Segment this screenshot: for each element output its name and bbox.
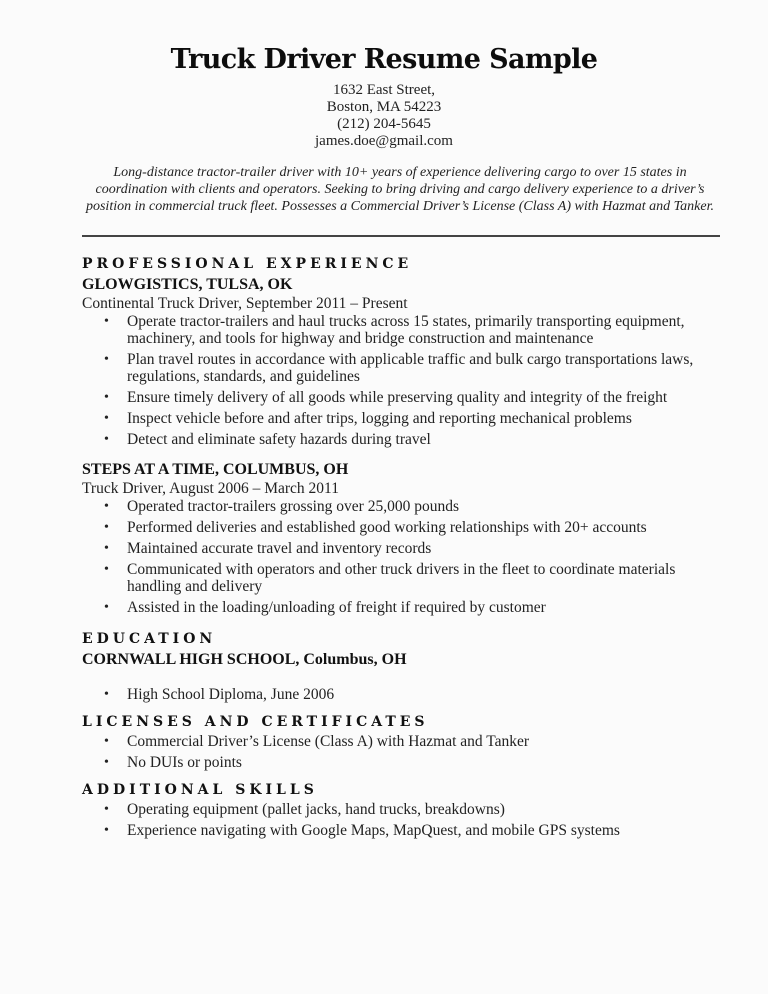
list-item bbox=[82, 498, 722, 515]
job-entry bbox=[82, 460, 722, 616]
section-heading: LICENSES AND CERTIFICATES bbox=[82, 714, 429, 730]
job-bullets bbox=[82, 313, 722, 448]
list-item bbox=[82, 599, 722, 616]
skills-bullets bbox=[82, 801, 722, 839]
section-education bbox=[82, 628, 722, 703]
section-licenses bbox=[82, 711, 722, 771]
summary-paragraph: Long-distance tractor-trailer driver with 10+ years of experience delivering cargo to over 15 states in coordination with clients and operators. Seeking to bring driving and cargo delivery experience to a driver’s position in commercial truck fleet. Possesses a Commercial Driver’s License (Class A) with Hazmat and Tanker. bbox=[85, 165, 715, 214]
section-additional-skills bbox=[82, 779, 722, 839]
list-item-text: Ensure timely delivery of all goods while preserving quality and integrity of the freight bbox=[127, 389, 668, 406]
bullet-icon: • bbox=[104, 734, 109, 749]
list-item bbox=[82, 540, 722, 557]
employer-name: STEPS AT A TIME, COLUMBUS, OH bbox=[82, 461, 349, 478]
list-item-text: Plan travel routes in accordance with applicable traffic and bulk cargo transportations laws, regulations, standards, and guidelines bbox=[127, 351, 694, 385]
bullet-icon: • bbox=[104, 314, 109, 329]
contact-city: Boston, MA 54223 bbox=[326, 99, 442, 115]
list-item bbox=[82, 410, 722, 427]
list-item bbox=[82, 561, 722, 595]
section-heading: EDUCATION bbox=[82, 631, 217, 647]
list-item bbox=[82, 686, 722, 703]
bullet-icon: • bbox=[104, 411, 109, 426]
section-heading: ADDITIONAL SKILLS bbox=[82, 782, 318, 798]
education-bullets bbox=[82, 686, 722, 703]
section-heading: PROFESSIONAL EXPERIENCE bbox=[82, 256, 413, 272]
bullet-icon: • bbox=[104, 432, 109, 447]
bullet-icon: • bbox=[104, 802, 109, 817]
employer-name: GLOWGISTICS, TULSA, OK bbox=[82, 276, 293, 293]
list-item bbox=[82, 389, 722, 406]
list-item bbox=[82, 822, 722, 839]
contact-block bbox=[0, 82, 768, 150]
bullet-icon: • bbox=[104, 520, 109, 535]
contact-phone: (212) 204-5645 bbox=[337, 116, 431, 132]
list-item-text: Communicated with operators and other truck drivers in the fleet to coordinate materials handling and delivery bbox=[127, 561, 676, 595]
resume-body bbox=[82, 253, 722, 843]
section-professional-experience bbox=[82, 253, 722, 616]
list-item-text: Maintained accurate travel and inventory records bbox=[127, 540, 432, 557]
bullet-icon: • bbox=[104, 687, 109, 702]
contact-street: 1632 East Street, bbox=[332, 82, 436, 98]
bullet-icon: • bbox=[104, 755, 109, 770]
list-item bbox=[82, 431, 722, 448]
bullet-icon: • bbox=[104, 499, 109, 514]
list-item-text: Operate tractor-trailers and haul trucks across 15 states, primarily transporting equipment, machinery, and tools for highway and bridge construction and maintenance bbox=[127, 313, 685, 347]
list-item bbox=[82, 351, 722, 385]
bullet-icon: • bbox=[104, 600, 109, 615]
list-item bbox=[82, 519, 722, 536]
job-role: Truck Driver, August 2006 – March 2011 bbox=[82, 480, 339, 497]
list-item-text: Commercial Driver’s License (Class A) with Hazmat and Tanker bbox=[127, 733, 530, 750]
job-role: Continental Truck Driver, September 2011 – Present bbox=[82, 295, 408, 312]
list-item bbox=[82, 754, 722, 771]
list-item-text: Operated tractor-trailers grossing over 25,000 pounds bbox=[127, 498, 459, 515]
resume-title: Truck Driver Resume Sample bbox=[170, 44, 598, 75]
job-entry bbox=[82, 275, 722, 448]
list-item-text: Experience navigating with Google Maps, MapQuest, and mobile GPS systems bbox=[127, 822, 620, 839]
list-item bbox=[82, 313, 722, 347]
list-item bbox=[82, 801, 722, 818]
bullet-icon: • bbox=[104, 541, 109, 556]
header-divider bbox=[82, 235, 720, 237]
contact-email: james.doe@gmail.com bbox=[315, 133, 453, 149]
list-item-text: No DUIs or points bbox=[127, 754, 242, 771]
list-item-text: Performed deliveries and established good working relationships with 20+ accounts bbox=[127, 519, 647, 536]
list-item-text: Operating equipment (pallet jacks, hand trucks, breakdowns) bbox=[127, 801, 505, 818]
bullet-icon: • bbox=[104, 390, 109, 405]
bullet-icon: • bbox=[104, 562, 109, 577]
list-item-text: Detect and eliminate safety hazards during travel bbox=[127, 431, 431, 448]
bullet-icon: • bbox=[104, 823, 109, 838]
list-item-text: High School Diploma, June 2006 bbox=[127, 686, 335, 703]
job-bullets bbox=[82, 498, 722, 616]
list-item-text: Inspect vehicle before and after trips, logging and reporting mechanical problems bbox=[127, 410, 632, 427]
list-item-text: Assisted in the loading/unloading of freight if required by customer bbox=[127, 599, 546, 616]
school-name: CORNWALL HIGH SCHOOL, Columbus, OH bbox=[82, 651, 407, 668]
list-item bbox=[82, 733, 722, 750]
bullet-icon: • bbox=[104, 352, 109, 367]
license-bullets bbox=[82, 733, 722, 771]
